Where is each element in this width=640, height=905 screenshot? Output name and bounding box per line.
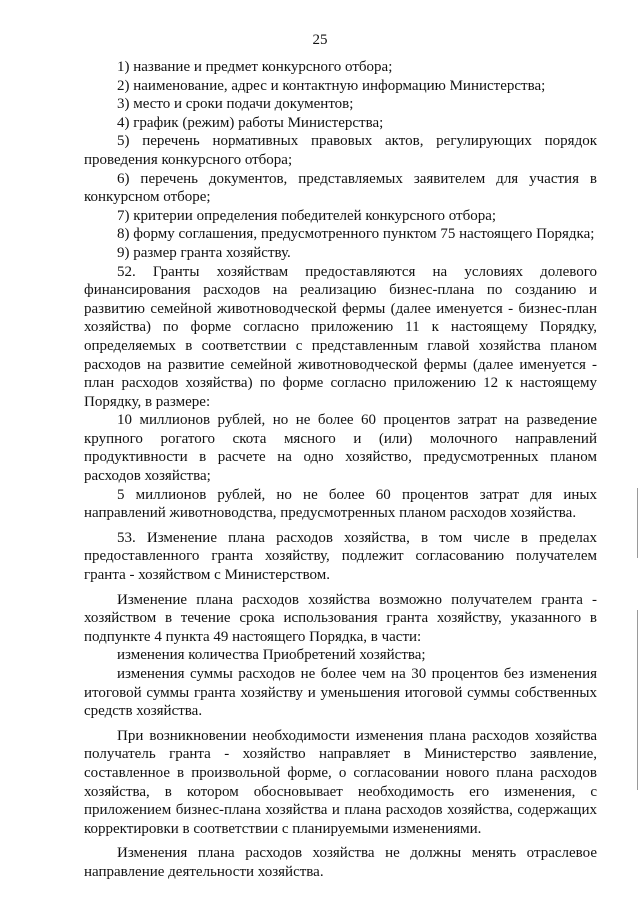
section-53-change-amount: изменения суммы расходов не более чем на 30 процентов без изменения итоговой суммы гранта хозяйству и уменьшения итоговой суммы собственных средств хозяйства. [84,666,597,720]
section-52-intro: 52. Гранты хозяйствам предоставляются на условиях долевого финансирования расходов на реализацию бизнес-плана по созданию и развитию семейной животноводческой фермы (далее именуется - бизнес-план хозяйства) по форме согласно приложению 11 к настоящему Порядку, определяемых в соответствии с представленным главой хозяйства планом расходов на развитие семейной животноводческой фермы (далее именуется - план расходов хозяйства) по форме согласно приложению 12 к настоящему Порядку, в размере: [84,263,597,410]
section-53-change-quantity: изменения количества Приобретений хозяйства; [117,647,426,664]
list-item-1: 1) название и предмет конкурсного отбора; [117,59,393,75]
section-53-application: При возникновении необходимости изменения плана расходов хозяйства получатель гранта - хозяйство направляет в Министерство заявление, составленное в произвольной форме, о согласовании нового плана расходов хозяйства, в котором обосновывает необходимость его изменения, с приложением бизнес-плана хозяйства и плана расходов хозяйства, содержащих корректировки в соответствии с планируемыми изменениями. [84,727,597,837]
section-52-cattle: 10 миллионов рублей, но не более 60 процентов затрат на разведение крупного рогатого скота мясного и (или) молочного направлений продуктивности в расчете на одно хозяйство, предусмотренных планом расходов хозяйства; [84,412,597,485]
list-item-3: 3) место и сроки подачи документов; [117,96,354,113]
list-item-9: 9) размер гранта хозяйству. [117,244,291,261]
list-item-7: 7) критерии определения победителей конкурсного отбора; [117,207,497,224]
document-body [84,58,597,882]
section-53-restriction: Изменения плана расходов хозяйства не должны менять отраслевое направление деятельности хозяйства. [84,845,597,880]
scan-edge-mark-top [637,488,638,558]
list-item-8: 8) форму соглашения, предусмотренного пунктом 75 настоящего Порядка; [117,226,595,243]
list-item-2: 2) наименование, адрес и контактную информацию Министерства; [117,77,546,94]
page-number: 25 [312,32,328,48]
scan-edge-mark-bottom [637,610,638,790]
list-item-4: 4) график (режим) работы Министерства; [117,114,384,131]
section-52-other: 5 миллионов рублей, но не более 60 процентов затрат для иных направлений животноводства, предусмотренных планом расходов хозяйства. [84,486,597,522]
section-53-possible-changes: Изменение плана расходов хозяйства возможно получателем гранта - хозяйством в течение срока использования гранта хозяйству, указанного в подпункте 4 пункта 49 настоящего Порядка, в части: [84,591,597,645]
section-53-intro: 53. Изменение плана расходов хозяйства, в том числе в пределах предоставленного гранта хозяйству, подлежит согласованию получателем гранта - хозяйством с Министерством. [84,529,597,584]
list-item-5: 5) перечень нормативных правовых актов, регулирующих порядок проведения конкурсного отбора; [84,133,597,168]
list-item-6: 6) перечень документов, представляемых заявителем для участия в конкурсном отборе; [84,170,597,206]
